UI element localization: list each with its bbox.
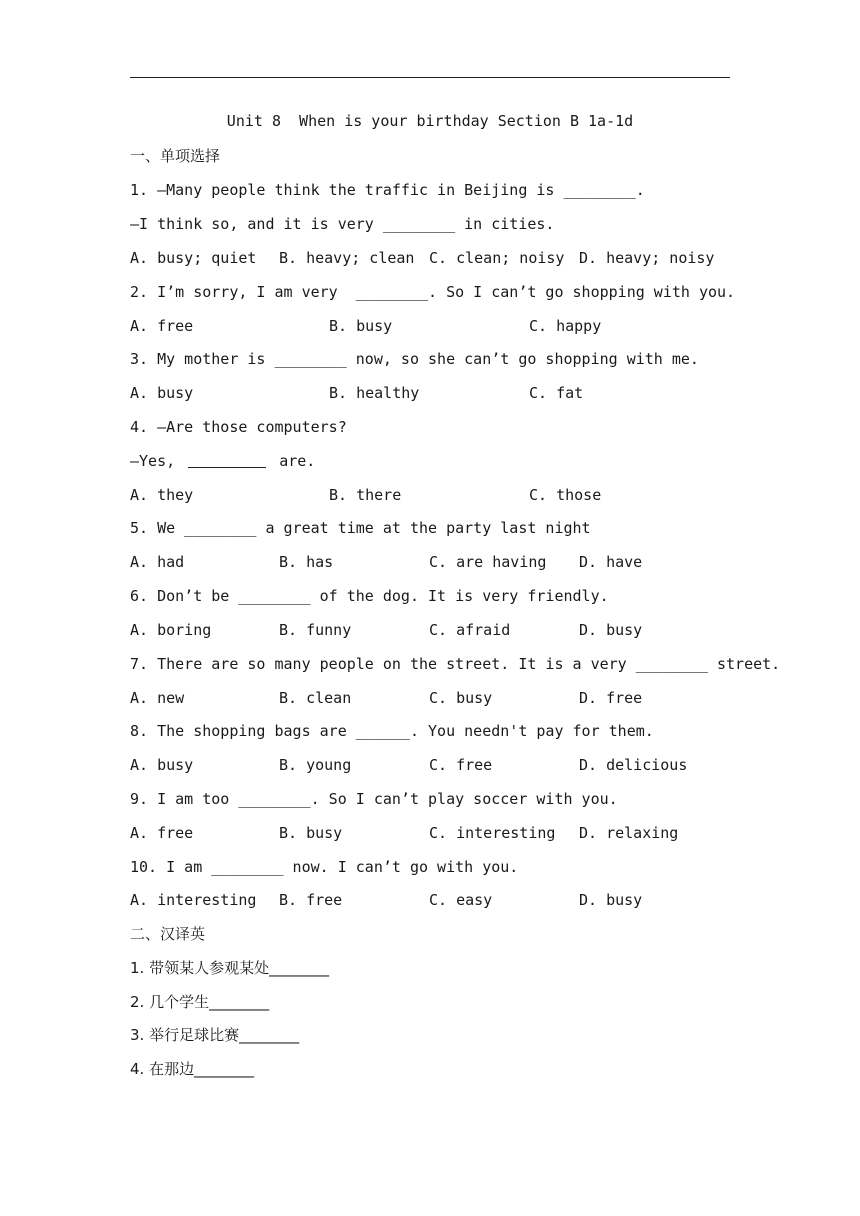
q7-option-a: A. new: [130, 689, 185, 707]
section-heading-choice: 一、单项选择: [130, 147, 221, 165]
q2-option-c: C. happy: [529, 317, 602, 335]
q3-option-b: B. healthy: [329, 384, 420, 402]
q5-option-a: A. had: [130, 553, 185, 571]
q9-option-a: A. free: [130, 824, 194, 842]
q1-option-c: C. clean; noisy: [429, 249, 565, 267]
translation-item-1: 1. 带领某人参观某处________: [130, 959, 330, 977]
q4-answer-blank: [188, 453, 266, 468]
question-6: 6. Don’t be ________ of the dog. It is very friendly.: [130, 587, 609, 605]
q4-answer-suffix: are.: [270, 452, 316, 470]
question-4-line-2: [130, 451, 315, 471]
q5-option-d: D. have: [579, 553, 643, 571]
q5-option-b: B. has: [279, 553, 334, 571]
q10-option-a: A. interesting: [130, 891, 257, 909]
q6-option-d: D. busy: [579, 621, 643, 639]
q3-option-c: C. fat: [529, 384, 584, 402]
q9-option-d: D. relaxing: [579, 824, 679, 842]
q2-option-b: B. busy: [329, 317, 393, 335]
q4-option-b: B. there: [329, 486, 402, 504]
question-7: 7. There are so many people on the street. It is a very ________ street.: [130, 655, 781, 673]
q9-option-b: B. busy: [279, 824, 343, 842]
q4-option-a: A. they: [130, 486, 194, 504]
q2-option-a: A. free: [130, 317, 194, 335]
question-3: 3. My mother is ________ now, so she can’t go shopping with me.: [130, 350, 699, 368]
question-8: 8. The shopping bags are ______. You needn't pay for them.: [130, 722, 654, 740]
q4-answer-prefix: —Yes,: [130, 452, 185, 470]
q6-option-b: B. funny: [279, 621, 352, 639]
question-1: 1. —Many people think the traffic in Beijing is ________.: [130, 181, 645, 199]
header-rule: [130, 77, 730, 78]
translation-item-3: 3. 举行足球比赛________: [130, 1026, 300, 1044]
question-9: 9. I am too ________. So I can’t play soccer with you.: [130, 790, 618, 808]
translation-item-2: 2. 几个学生________: [130, 993, 270, 1011]
q10-option-c: C. easy: [429, 891, 493, 909]
q9-option-c: C. interesting: [429, 824, 556, 842]
q6-option-c: C. afraid: [429, 621, 511, 639]
q6-option-a: A. boring: [130, 621, 212, 639]
section-heading-translation: 二、汉译英: [130, 925, 206, 943]
q1-option-a: A. busy; quiet: [130, 249, 257, 267]
question-4: 4. —Are those computers?: [130, 418, 347, 436]
q1-option-b: B. heavy; clean: [279, 249, 415, 267]
q3-option-a: A. busy: [130, 384, 194, 402]
question-2: 2. I’m sorry, I am very ________. So I can’t go shopping with you.: [130, 283, 736, 301]
q8-option-b: B. young: [279, 756, 352, 774]
q5-option-c: C. are having: [429, 553, 547, 571]
q7-option-b: B. clean: [279, 689, 352, 707]
q4-option-c: C. those: [529, 486, 602, 504]
q8-option-d: D. delicious: [579, 756, 688, 774]
q10-option-d: D. busy: [579, 891, 643, 909]
page-title: Unit 8 When is your birthday Section B 1a-1d: [226, 112, 634, 130]
q1-option-d: D. heavy; noisy: [579, 249, 715, 267]
q7-option-d: D. free: [579, 689, 643, 707]
q10-option-b: B. free: [279, 891, 343, 909]
q8-option-a: A. busy: [130, 756, 194, 774]
q8-option-c: C. free: [429, 756, 493, 774]
question-1-line-2: —I think so, and it is very ________ in cities.: [130, 215, 555, 233]
q7-option-c: C. busy: [429, 689, 493, 707]
question-10: 10. I am ________ now. I can’t go with you.: [130, 858, 519, 876]
question-5: 5. We ________ a great time at the party last night: [130, 519, 591, 537]
translation-item-4: 4. 在那边________: [130, 1060, 255, 1078]
